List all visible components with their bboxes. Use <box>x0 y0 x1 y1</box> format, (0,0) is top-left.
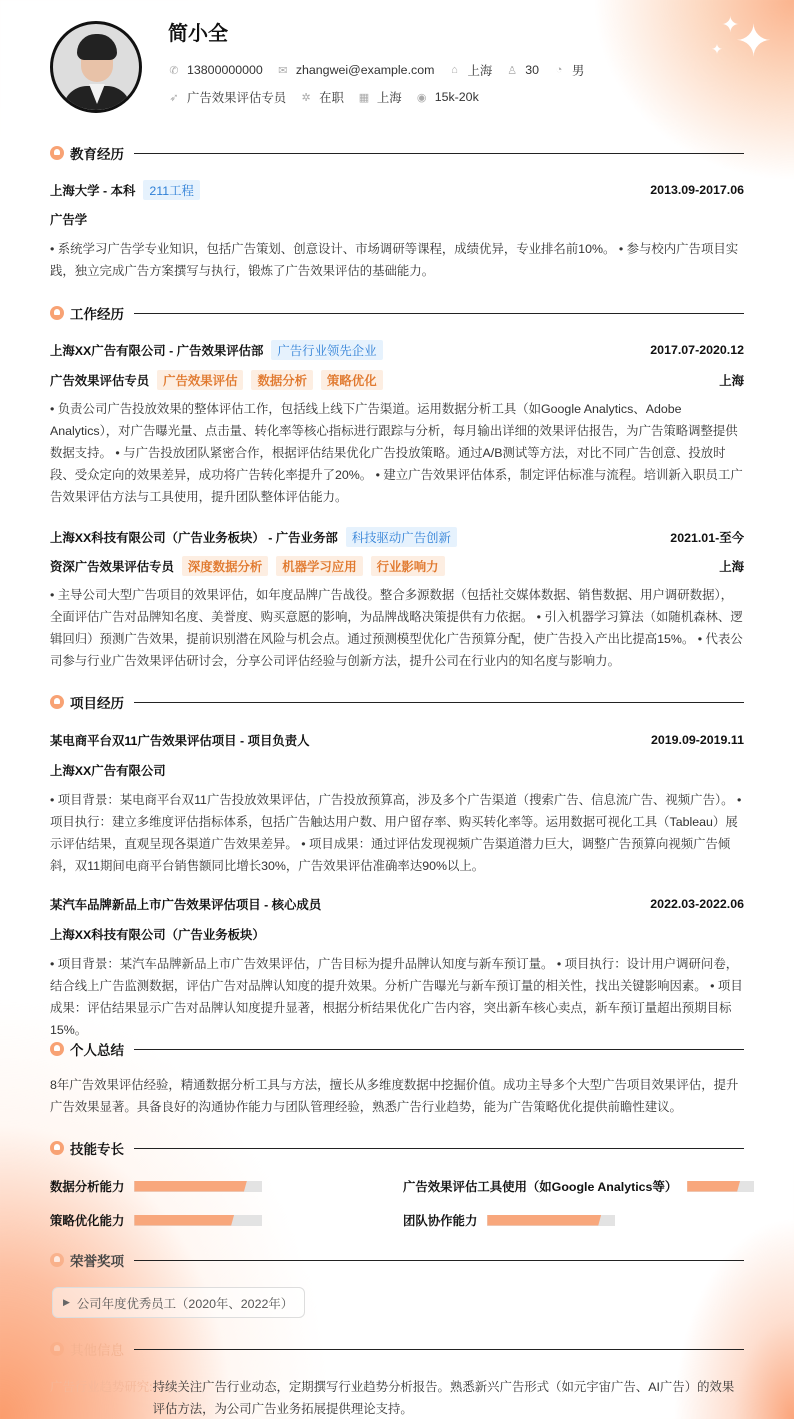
status: 在职 <box>319 91 344 105</box>
skill-tag: 策略优化 <box>321 370 383 390</box>
contact-row <box>168 61 598 79</box>
other-value: 持续关注广告行业动态，定期撰写行业趋势分析报告。熟悉新兴广告形式（如元宇宙广告、AI广告）的效果评估方法，为公司广告业务拓展提供理论支持。 <box>152 1380 735 1416</box>
job-role-row <box>50 556 744 576</box>
award-item <box>52 1287 305 1318</box>
role: 广告效果评估专员 <box>50 374 150 388</box>
status-icon: ✲ <box>301 91 311 104</box>
project-company <box>50 761 744 779</box>
job-header <box>50 340 744 360</box>
skill-tag: 行业影响力 <box>371 556 445 576</box>
school-tag: 211工程 <box>143 180 200 200</box>
building-icon: ▦ <box>358 91 370 104</box>
skill-item <box>50 1177 262 1195</box>
job-date: 2017.07-2020.12 <box>650 343 744 357</box>
salary-icon: ◉ <box>416 91 427 104</box>
triangle-icon: ▶ <box>63 1297 70 1307</box>
major <box>50 210 744 228</box>
skill-bar-fill <box>134 1181 247 1192</box>
section-title: 荣誉奖项 <box>70 1254 124 1269</box>
job-header <box>50 527 744 547</box>
skill-bar-fill <box>487 1215 601 1226</box>
resume-header <box>0 0 794 130</box>
job-date: 2021.01-至今 <box>670 531 744 545</box>
section-work <box>50 303 744 323</box>
avatar <box>50 21 142 113</box>
salary: 15k-20k <box>434 90 479 104</box>
email: zhangwei@example.com <box>295 63 435 77</box>
skill-tag: 数据分析 <box>251 370 313 390</box>
job-role-row <box>50 370 744 390</box>
gender-icon: ◔ <box>555 64 563 76</box>
location: 上海 <box>467 64 493 78</box>
project-header <box>50 895 744 913</box>
skill-item <box>403 1177 754 1195</box>
section-other <box>50 1339 744 1359</box>
home-icon: ⌂ <box>451 64 458 76</box>
job-desc: • 负责公司广告投放效果的整体评估工作，包括线上线下广告渠道。运用数据分析工具（如Google Analytics、Adobe Analytics），对广告曝光量、点击量、转化率等核心指标进行跟踪与分析，每月输出详细的效果评估报告，为广告策略调整提供数据支持。 • 与广告投放团队紧密合作，根据评估结果优化广告投放策略。通过A/B测试等方法，对比不同广告创意、投放时段、受众定向的效果差异，成功将广告转化率提升了20%。 • 建立广告效果评估体系，制定评估标准与流程。培训新入职员工广告效果评估方法与工具使用，提升团队整体评估能力。 <box>50 402 743 504</box>
section-title: 技能专长 <box>70 1142 124 1157</box>
section-awards <box>50 1250 744 1270</box>
candidate-name: 简小全 <box>168 23 228 45</box>
skill-name: 团队协作能力 <box>403 1214 478 1228</box>
school: 上海大学 - 本科 <box>50 184 136 198</box>
project-company-text: 上海XX广告有限公司 <box>50 764 166 778</box>
age-icon: ♙ <box>507 64 518 77</box>
skill-name: 数据分析能力 <box>50 1180 125 1194</box>
skill-tag: 广告效果评估 <box>157 370 243 390</box>
section-title: 个人总结 <box>70 1043 124 1058</box>
skill-name: 广告效果评估工具使用（如Google Analytics等） <box>403 1180 678 1194</box>
education-desc: • 系统学习广告学专业知识，包括广告策划、创意设计、市场调研等课程，成绩优异，专业排名前10%。 • 参与校内广告项目实践，独立完成广告方案撰写与执行，锻炼了广告效果评估的基础能力。 <box>50 242 739 278</box>
section-icon <box>50 1253 64 1267</box>
company-tag: 科技驱动广告创新 <box>346 527 457 547</box>
section-icon <box>50 1141 64 1155</box>
award-text: 公司年度优秀员工（2020年、2022年） <box>76 1296 294 1311</box>
education-header <box>50 180 744 200</box>
job-intent-row <box>168 88 493 106</box>
company-tag: 广告行业领先企业 <box>271 340 382 360</box>
section-title: 其他信息 <box>70 1343 124 1358</box>
project-date: 2019.09-2019.11 <box>650 733 744 747</box>
skill-bar <box>687 1181 754 1192</box>
skill-name: 策略优化能力 <box>50 1214 125 1228</box>
education-date: 2013.09-2017.06 <box>650 183 744 197</box>
role: 资深广告效果评估专员 <box>50 560 174 574</box>
section-icon <box>50 695 64 709</box>
section-projects <box>50 692 744 712</box>
section-skills <box>50 1138 744 1158</box>
summary-text: 8年广告效果评估经验，精通数据分析工具与方法，擅长从多维度数据中挖掘价值。成功主导多个大型广告项目效果评估，提升广告效果显著。具备良好的沟通协作能力与团队管理经验，熟悉广告行业趋势，能为广告策略优化提供前瞻性建议。 <box>50 1078 739 1114</box>
project-company-text: 上海XX科技有限公司（广告业务板块） <box>50 928 265 942</box>
skill-tag: 机器学习应用 <box>276 556 362 576</box>
gender: 男 <box>572 64 585 78</box>
other-item <box>50 1376 744 1419</box>
project-header <box>50 731 744 749</box>
section-education <box>50 143 744 163</box>
skill-bar-fill <box>687 1181 740 1192</box>
city: 上海 <box>376 91 402 105</box>
skill-tag: 深度数据分析 <box>182 556 268 576</box>
project-desc: • 项目背景：某汽车品牌新品上市广告效果评估，广告目标为提升品牌认知度与新车预订量。 • 项目执行：设计用户调研问卷，结合线上广告监测数据，评估广告对品牌认知度的提升效果。分析广告曝光与新车预订量的相关性，找出关键影响因素。 • 项目成果：评估结果显示广告对品牌认知度提升显著，根据分析结果优化广告内容，突出新车核心卖点，新车预订量超出预期目标15%。 <box>50 957 743 1037</box>
section-summary <box>50 1039 744 1059</box>
job-desc: • 主导公司大型广告项目的效果评估，如年度品牌广告战役。整合多源数据（包括社交媒体数据、销售数据、用户调研数据），全面评估广告对品牌知名度、美誉度、购买意愿的影响，为品牌战略决策提供有力依据。 • 引入机器学习算法（如随机森林、逻辑回归）预测广告效果，提前识别潜在风险与机会点。通过预测模型优化广告预算分配，使广告投入产出比提高15%。 • 代表公司参与行业广告效果评估研讨会，分享公司评估经验与创新方法，提升公司在行业内的知名度与影响力。 <box>50 588 743 668</box>
phone: 13800000000 <box>187 63 263 77</box>
project-company <box>50 925 744 943</box>
skill-item <box>403 1211 615 1229</box>
project-title: 某电商平台双11广告效果评估项目 - 项目负责人 <box>50 734 310 748</box>
section-title: 项目经历 <box>70 696 124 711</box>
section-icon <box>50 146 64 160</box>
section-icon <box>50 306 64 320</box>
section-icon <box>50 1342 64 1356</box>
other-key: 广告行业趋势研究: <box>50 1380 153 1394</box>
skill-item <box>50 1211 262 1229</box>
position: 广告效果评估专员 <box>187 91 287 105</box>
company: 上海XX广告有限公司 - 广告效果评估部 <box>50 344 264 358</box>
phone-icon: ✆ <box>169 64 179 77</box>
section-title: 工作经历 <box>70 307 124 322</box>
job-city: 上海 <box>719 374 744 388</box>
section-icon <box>50 1042 64 1056</box>
age: 30 <box>525 63 540 77</box>
company: 上海XX科技有限公司（广告业务板块） - 广告业务部 <box>50 531 338 545</box>
project-title: 某汽车品牌新品上市广告效果评估项目 - 核心成员 <box>50 898 322 912</box>
send-icon: ➶ <box>169 91 179 104</box>
major-text: 广告学 <box>50 213 88 227</box>
sparkle-icon: ✦ ✦ ✦ <box>711 12 772 66</box>
skill-bar <box>134 1215 262 1226</box>
section-title: 教育经历 <box>70 147 124 162</box>
email-icon: ✉ <box>278 64 288 77</box>
project-date: 2022.03-2022.06 <box>650 897 744 911</box>
skill-bar <box>487 1215 615 1226</box>
job-city: 上海 <box>719 560 744 574</box>
project-desc: • 项目背景：某电商平台双11广告投放效果评估，广告投放预算高，涉及多个广告渠道（搜索广告、信息流广告、视频广告）。 • 项目执行：建立多维度评估指标体系，包括广告触达用户数、用户留存率、购买转化率等。运用数据可视化工具（Tableau）展示评估结果，直观呈现各渠道广告效果差异。 • 项目成果：通过评估发现视频广告渠道潜力巨大，调整广告预算向视频广告倾斜，双11期间电商平台销售额同比增长30%，广告效果评估准确率达90%以上。 <box>50 793 742 873</box>
skill-bar-fill <box>134 1215 234 1226</box>
skill-bar <box>134 1181 262 1192</box>
